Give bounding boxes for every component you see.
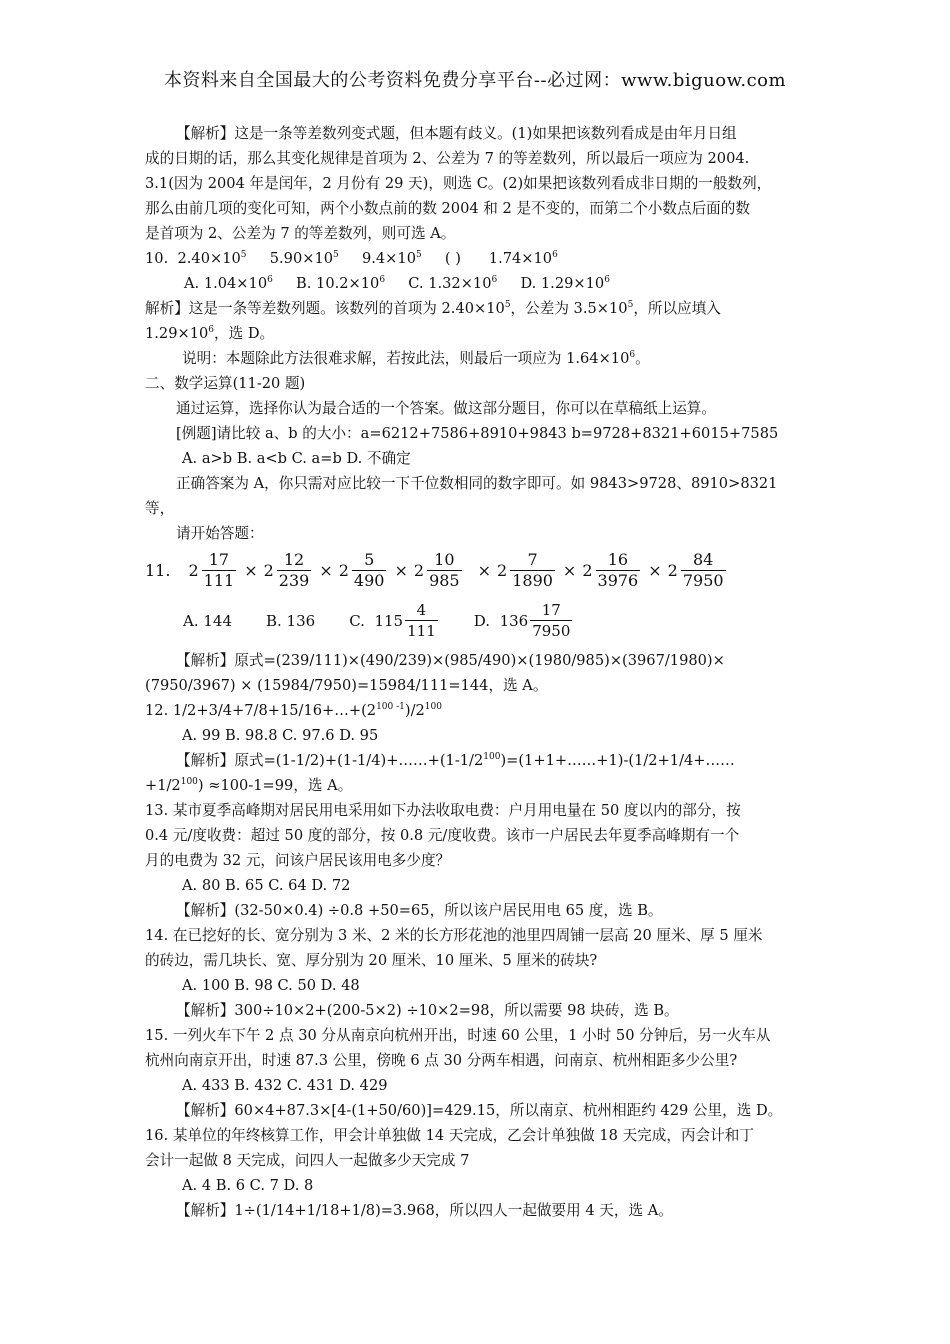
section-title: 二、数学运算(11-20 题) xyxy=(145,375,306,392)
question-14-analysis: 【解析】300÷10×2+(200-5×2) ÷10×2=98，所以需要 98 块砖，选 B。 xyxy=(176,1002,679,1019)
page-header: 本资料来自全国最大的公考资料免费分享平台--必过网：www.biguow.com xyxy=(163,70,787,91)
fraction: $\frac{17}{111}$ xyxy=(203,550,235,590)
question-11-options: A. 144 B. 136 C. 115 $\frac{4}{111}$ D. 136 $\frac{17}{7950}$ xyxy=(183,601,571,640)
question-15-stem: 15. 一列火车下午 2 点 30 分从南京向杭州开出，时速 60 公里，1 小时 50 分钟后，另一火车从 xyxy=(145,1027,771,1044)
question-13-stem-cont: 0.4 元/度收费：超过 50 度的部分，按 0.8 元/度收费。该市一户居民去年夏季高峰期有一个 xyxy=(145,827,740,844)
question-13-stem: 13. 某市夏季高峰期对居民用电采用如下办法收取电费：户月用电量在 50 度以内的部分，按 xyxy=(145,802,741,819)
question-12-options: A. 99 B. 98.8 C. 97.6 D. 95 xyxy=(182,727,379,744)
fraction: $\frac{4}{111}$ xyxy=(407,601,436,640)
example-answer: 正确答案为 A，你只需对应比较一下千位数相同的数字即可。如 9843>9728、8910>8321 xyxy=(176,475,778,492)
question-10-analysis: 解析】这是一条等差数列题。该数列的首项为 $2.40\times 10^5$，公差为 $3.5\times 10^5$，所以应填入 xyxy=(145,300,721,317)
question-11-stem: 11. 2 $\frac{17}{111}$ × 2 $\frac{12}{239}$ × 2 $\frac{5}{490}$ × 2 $\frac{10}{985}$ × 2 $\frac{7}{1890}$ × 2 $\frac{16}{3976}$ × 2 $\frac{84}{7950}$ xyxy=(145,550,724,590)
question-15-stem-cont: 杭州向南京开出，时速 87.3 公里，傍晚 6 点 30 分两车相遇，问南京、杭州相距多少公里? xyxy=(145,1052,738,1069)
question-13-analysis: 【解析】(32-50×0.4) ÷0.8 +50=65，所以该户居民用电 65 度，选 B。 xyxy=(176,902,663,919)
example-answer-cont: 等， xyxy=(145,500,175,517)
question-15-options: A. 433 B. 432 C. 431 D. 429 xyxy=(182,1077,388,1094)
analysis-line: 【解析】这是一条等差数列变式题，但本题有歧义。(1)如果把该数列看成是由年月日组 xyxy=(176,125,737,142)
fraction: $\frac{17}{7950}$ xyxy=(532,601,571,640)
question-16-stem-cont: 会计一起做 8 天完成，问四人一起做多少天完成 7 xyxy=(145,1152,470,1169)
question-12-stem: 12. $1/2+3/4+7/8+15/16+\dots+(2^{100 -1})/2^{100}$ xyxy=(145,702,442,719)
question-12-analysis-cont: $+1/2^{100}) \approx 100-1=99$，选 A。 xyxy=(145,777,353,794)
fraction: $\frac{12}{239}$ xyxy=(278,550,310,590)
start-prompt: 请开始答题： xyxy=(176,525,264,542)
question-15-analysis: 【解析】60×4+87.3×[4-(1+50/60)]=429.15，所以南京、杭州相距约 429 公里，选 D。 xyxy=(176,1102,783,1119)
question-10-analysis-cont: $1.29\times 10^6$，选 D。 xyxy=(145,325,275,342)
question-10-note: 说明：本题除此方法很难求解，若按此法，则最后一项应为 $1.64\times 10^6$。 xyxy=(182,350,650,367)
question-10-stem: 10. $2.40\times 10^5$ $5.90\times 10^5$ $9.4\times 10^5$ ( ) $1.74\times 10^6$ xyxy=(145,250,558,267)
question-11-analysis-cont: (7950/3967) × (15984/7950)=15984/111=144，选 A。 xyxy=(145,677,548,694)
analysis-line: 那么由前几项的变化可知，两个小数点前的数 2004 和 2 是不变的，而第二个小数点后面的数 xyxy=(145,200,750,217)
fraction: $\frac{84}{7950}$ xyxy=(682,550,724,590)
question-13-options: A. 80 B. 65 C. 64 D. 72 xyxy=(182,877,351,894)
fraction: $\frac{16}{3976}$ xyxy=(597,550,639,590)
fraction: $\frac{10}{985}$ xyxy=(429,550,460,590)
example-question: [例题]请比较 a、b 的大小：a=6212+7586+8910+9843 b=9728+8321+6015+7585 xyxy=(176,425,779,442)
question-14-stem: 14. 在已挖好的长、宽分别为 3 米、2 米的长方形花池的池里四周铺一层高 20 厘米、厚 5 厘米 xyxy=(145,927,763,944)
question-14-options: A. 100 B. 98 C. 50 D. 48 xyxy=(182,977,360,994)
fraction: $\frac{7}{1890}$ xyxy=(512,550,553,590)
question-10-options: A. $1.04\times 10^6$ B. $10.2\times 10^6$ C. $1.32\times 10^6$ D. $1.29\times 10^6$ xyxy=(184,275,610,292)
question-14-stem-cont: 的砖边，需几块长、宽、厚分别为 20 厘米、10 厘米、5 厘米的砖块? xyxy=(145,952,598,969)
question-16-analysis: 【解析】1÷(1/14+1/18+1/8)=3.968，所以四人一起做要用 4 天，选 A。 xyxy=(176,1202,673,1219)
question-12-analysis: 【解析】原式$=(1-1/2)+(1-1/4)+\dots\dots+(1-1/2^{100})=(1+1+\dots\dots+1)-(1/2+1/4+\dots\dots$ xyxy=(176,752,735,769)
fraction: $\frac{5}{490}$ xyxy=(353,550,385,590)
example-options: A. a>b B. a<b C. a=b D. 不确定 xyxy=(182,450,411,467)
section-intro: 通过运算，选择你认为最合适的一个答案。做这部分题目，你可以在草稿纸上运算。 xyxy=(176,400,716,417)
question-16-stem: 16. 某单位的年终核算工作，甲会计单独做 14 天完成，乙会计单独做 18 天完成，丙会计和丁 xyxy=(145,1127,754,1144)
analysis-line: 是首项为 2、公差为 7 的等差数列，则可选 A。 xyxy=(145,225,456,242)
analysis-line: 3.1(因为 2004 年是闰年，2 月份有 29 天)，则选 C。(2)如果把该数列看成非日期的一般数列， xyxy=(145,175,772,192)
analysis-line: 成的日期的话，那么其变化规律是首项为 2、公差为 7 的等差数列，所以最后一项应为 2004. xyxy=(145,150,750,167)
question-16-options: A. 4 B. 6 C. 7 D. 8 xyxy=(182,1177,314,1194)
question-11-analysis: 【解析】原式=(239/111)×(490/239)×(985/490)×(1980/985)×(3967/1980)× xyxy=(176,652,725,669)
question-13-stem-cont: 月的电费为 32 元，问该户居民该用电多少度？ xyxy=(145,852,451,869)
